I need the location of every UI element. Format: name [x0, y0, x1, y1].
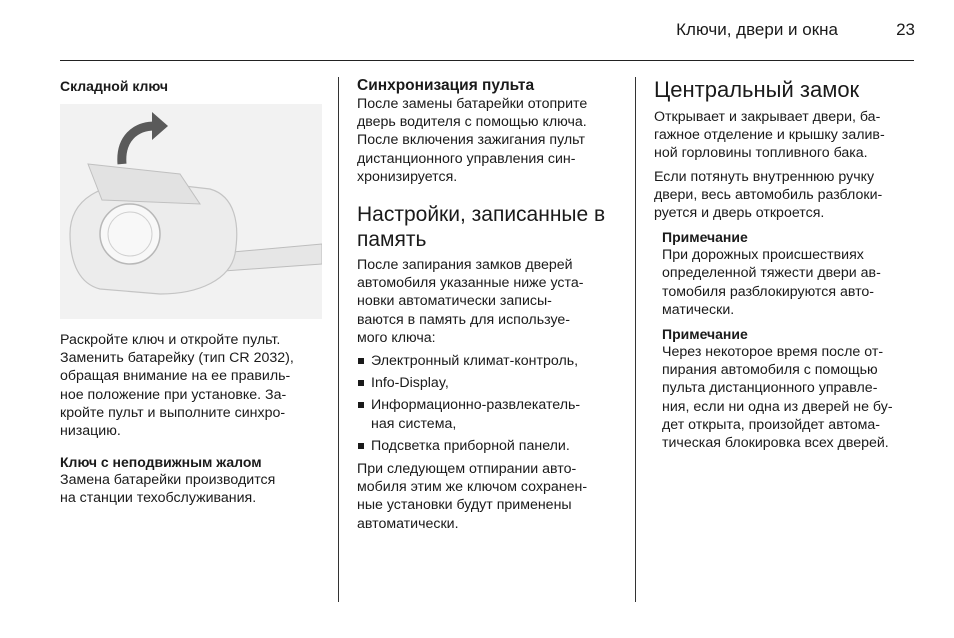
- text-line: ния, если ни одна из дверей не бу-: [662, 398, 893, 415]
- bullet-icon: [358, 358, 364, 364]
- heading-line: память: [357, 228, 427, 252]
- note-title: Примечание: [662, 326, 748, 343]
- text-line: двери, весь автомобиль разблоки-: [654, 186, 883, 203]
- text-line: При дорожных происшествиях: [662, 247, 864, 264]
- list-item: [357, 437, 625, 455]
- text-line: После включения зажигания пульт: [357, 132, 585, 149]
- text-line: дет открыта, произойдет автома-: [662, 416, 881, 433]
- text-line: ваются в память для используе-: [357, 311, 570, 328]
- key-battery-illustration: [60, 104, 322, 319]
- header-rule: [60, 60, 914, 61]
- text-line: дверь водителя с помощью ключа.: [357, 114, 587, 131]
- list-item-text: Электронный климат-контроль,: [371, 353, 579, 370]
- text-line: Через некоторое время после от-: [662, 344, 884, 361]
- text-line: Если потянуть внутреннюю ручку: [654, 168, 875, 185]
- bullet-icon: [358, 443, 364, 449]
- text-line: После замены батарейки отоприте: [357, 96, 588, 112]
- key-battery-drawing: [60, 104, 322, 319]
- column-left: [60, 77, 328, 508]
- remote-sync-paragraph: [357, 95, 625, 186]
- bullet-icon: [358, 380, 364, 386]
- open-key-paragraph: [60, 331, 328, 440]
- text-line: мого ключа:: [357, 329, 436, 346]
- text-line: пульта дистанционного управле-: [662, 380, 878, 397]
- text-line: Замена батарейки производится: [60, 472, 276, 489]
- column-divider: [338, 77, 339, 602]
- text-line: кройте пульт и выполните синхро-: [60, 404, 286, 421]
- list-item-text: Подсветка приборной панели.: [371, 437, 570, 454]
- text-line: обращая внимание на ее правиль-: [60, 368, 291, 385]
- text-line: ной горловины топливного бака.: [654, 145, 868, 162]
- remote-sync-heading: Синхронизация пульта: [357, 77, 535, 94]
- running-header-title: Ключи, двери и окна: [676, 20, 838, 39]
- list-item: [357, 352, 625, 370]
- text-line: автоматически.: [357, 515, 459, 532]
- text-line: томобиля разблокируются авто-: [662, 283, 875, 300]
- list-item: [357, 374, 625, 392]
- inner-handle-paragraph: [654, 168, 922, 223]
- text-line: на станции техобслуживания.: [60, 490, 257, 507]
- note-title: Примечание: [662, 229, 748, 246]
- text-line: Открывает и закрывает двери, ба-: [654, 109, 881, 125]
- next-unlock-paragraph: [357, 460, 625, 533]
- list-item-text: ная система,: [371, 415, 457, 432]
- list-item: [357, 396, 625, 432]
- column-right: [654, 77, 922, 452]
- text-line: мобиля этим же ключом сохранен-: [357, 479, 588, 496]
- text-line: хронизируется.: [357, 168, 458, 185]
- text-line: новки автоматически записы-: [357, 293, 552, 310]
- folding-key-heading: Складной ключ: [60, 78, 168, 94]
- memory-settings-heading: [357, 202, 625, 252]
- page-number: 23: [896, 20, 915, 39]
- text-line: После запирания замков дверей: [357, 257, 573, 274]
- memory-settings-paragraph: [357, 256, 625, 347]
- text-line: матически.: [662, 301, 735, 318]
- memory-settings-list: [357, 352, 625, 455]
- text-line: дистанционного управления син-: [357, 150, 576, 167]
- list-item-text: Info-Display,: [371, 375, 449, 392]
- text-line: пирания автомобиля с помощью: [662, 362, 878, 379]
- text-line: низацию.: [60, 423, 121, 440]
- text-line: автомобиля указанные ниже уста-: [357, 275, 584, 292]
- note-auto-relock: [654, 325, 922, 452]
- list-item-text: Информационно-развлекатель-: [371, 397, 581, 414]
- text-line: При следующем отпирании авто-: [357, 461, 577, 478]
- bullet-icon: [358, 402, 364, 408]
- text-line: Заменить батарейку (тип CR 2032),: [60, 350, 294, 367]
- text-line: определенной тяжести двери ав-: [662, 265, 881, 282]
- fixed-blade-key-heading: Ключ с неподвижным жалом: [60, 454, 262, 471]
- note-text: [662, 343, 922, 452]
- text-line: руется и дверь откроется.: [654, 205, 825, 222]
- fixed-blade-paragraph: [60, 471, 328, 507]
- text-line: ные установки будут применены: [357, 497, 572, 514]
- central-locking-heading: Центральный замок: [654, 77, 860, 102]
- text-line: тическая блокировка всех дверей.: [662, 435, 889, 452]
- note-accident: [654, 228, 922, 319]
- column-divider: [635, 77, 636, 602]
- heading-line: Настройки, записанные в: [357, 203, 606, 227]
- text-line: Раскройте ключ и откройте пульт.: [60, 332, 281, 348]
- text-line: гажное отделение и крышку залив-: [654, 127, 885, 144]
- text-line: ное положение при установке. За-: [60, 386, 287, 403]
- central-locking-paragraph: [654, 108, 922, 163]
- note-text: [662, 246, 922, 319]
- column-middle: [357, 77, 625, 533]
